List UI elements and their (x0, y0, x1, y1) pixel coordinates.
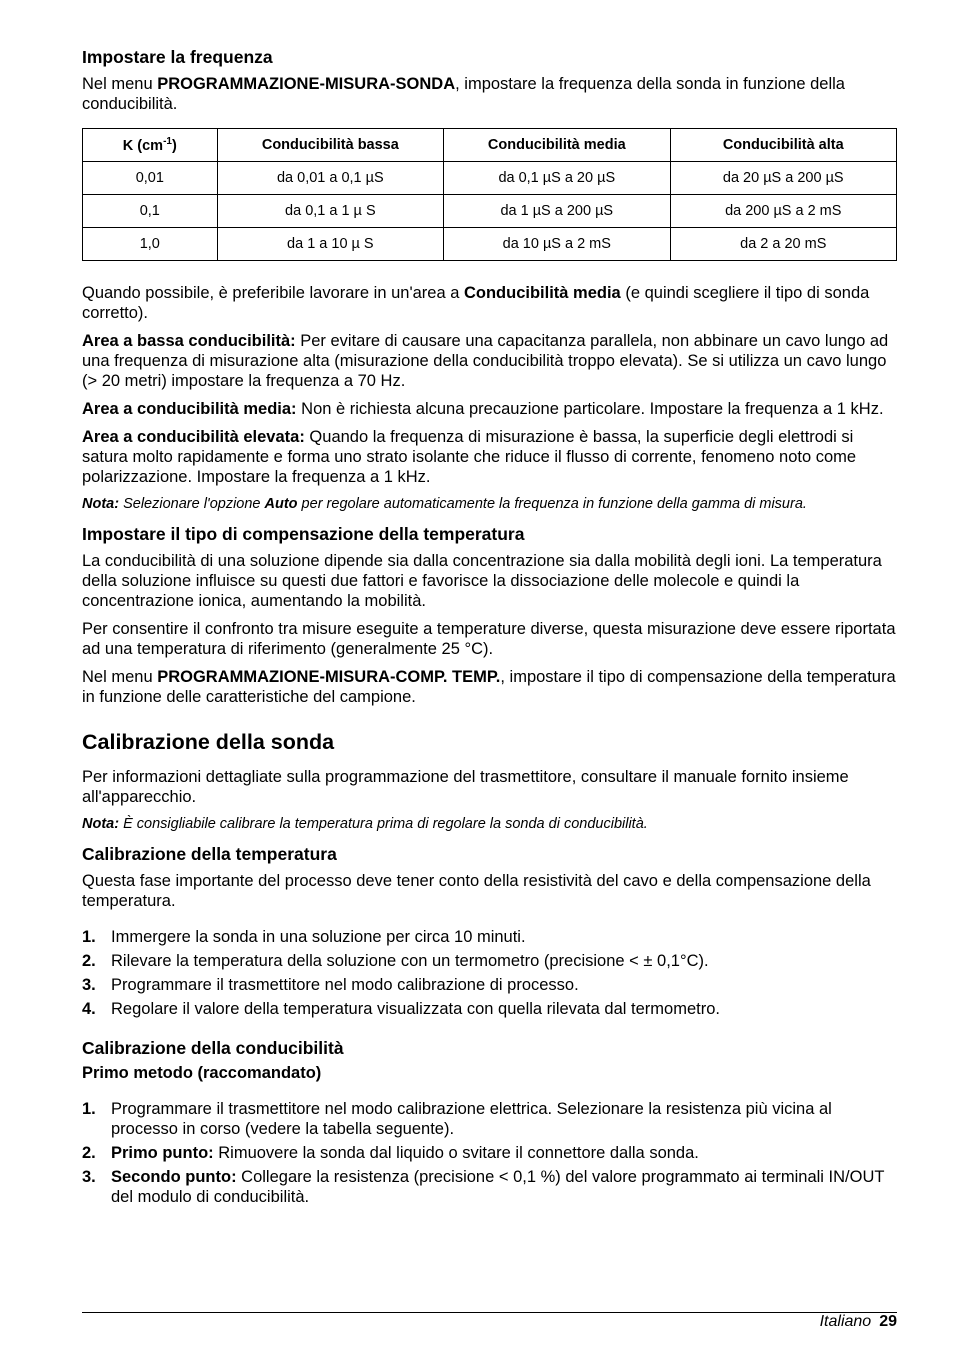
section-title-calibrazione-conducibilita: Calibrazione della conducibilità (82, 1038, 344, 1058)
table-header-row (83, 129, 897, 162)
table-cell: da 10 µS a 2 mS (444, 228, 670, 261)
table-cell: 1,0 (83, 228, 218, 261)
footer-language: Italiano (819, 1313, 872, 1330)
paragraph-menu-sonda: Nel menu PROGRAMMAZIONE-MISURA-SONDA, impostare la frequenza della sonda in funzione della conducibilità. (82, 75, 845, 113)
paragraph-area-media: Area a conducibilità media: Non è richiesta alcuna precauzione particolare. Impostare la frequenza a 1 kHz. (82, 400, 884, 418)
note-auto: Nota: Selezionare l'opzione Auto per regolare automaticamente la frequenza in funzione della gamma di misura. (82, 496, 807, 512)
table-cell: da 20 µS a 200 µS (670, 162, 896, 195)
footer-divider (82, 1312, 897, 1313)
table-cell: da 1 µS a 200 µS (444, 195, 670, 228)
paragraph-temperatura-riferimento: Per consentire il confronto tra misure eseguite a temperature diverse, questa misurazione deve essere riportata ad una temperatura di riferimento (generalmente 25 °C). (82, 620, 896, 658)
steps-list-conducibilita (82, 1099, 897, 1207)
table-cell: da 200 µS a 2 mS (670, 195, 896, 228)
list-item: 3. Secondo punto: Collegare la resistenza (precisione < 0,1 %) del valore programmato ai terminali IN/OUT del modulo di conducibilità. (82, 1168, 885, 1206)
section-title-calibrazione-sonda: Calibrazione della sonda (82, 730, 335, 754)
section-title-frequenza: Impostare la frequenza (82, 47, 273, 67)
list-item: 1. Programmare il trasmettitore nel modo calibrazione elettrica. Selezionare la resistenza più vicina al processo in corso (vedere la tabella seguente). (82, 1100, 832, 1138)
table-cell: da 0,1 µS a 20 µS (444, 162, 670, 195)
table-row (83, 162, 897, 195)
paragraph-conducibilita-soluzione: La conducibilità di una soluzione dipende sia dalla concentrazione sia dalla mobilità degli ioni. La temperatura della soluzione influisce su questi due fattori e favorisce la dissociazione delle molecole e quindi la concentrazione ionica, aumentando la mobilità. (82, 552, 882, 610)
paragraph-manuale: Per informazioni dettagliate sulla programmazione del trasmettitore, consultare il manuale fornito insieme all'apparecchio. (82, 768, 849, 806)
steps-list-temperatura (82, 927, 897, 1019)
table-row (83, 228, 897, 261)
document-page (82, 46, 897, 1219)
paragraph-resistivita: Questa fase importante del processo deve tener conto della resistività del cavo e della compensazione della temperatura. (82, 872, 871, 910)
table-cell: da 2 a 20 mS (670, 228, 896, 261)
subtitle-primo-metodo: Primo metodo (raccomandato) (82, 1064, 322, 1082)
table-cell: 0,1 (83, 195, 218, 228)
page-number: 29 (879, 1313, 897, 1330)
paragraph-area-bassa: Area a bassa conducibilità: Per evitare di causare una capacitanza parallela, non abbinare un cavo lungo ad una frequenza di misurazione alta (misurazione della conducibilità troppo elevata). Se si utilizza un cavo lungo (> 20 metri) impostare la frequenza a 70 Hz. (82, 332, 889, 390)
list-item: 3. Programmare il trasmettitore nel modo calibrazione di processo. (82, 976, 579, 994)
section-title-compensazione: Impostare il tipo di compensazione della temperatura (82, 524, 525, 544)
list-item: 4. Regolare il valore della temperatura visualizzata con quella rilevata dal termometro. (82, 1000, 720, 1018)
table-header: Conducibilità bassa (217, 129, 443, 162)
list-item: 2. Primo punto: Rimuovere la sonda dal liquido o svitare il connettore dalla sonda. (82, 1144, 699, 1162)
table-cell: da 1 a 10 µ S (217, 228, 443, 261)
list-item: 2. Rilevare la temperatura della soluzione con un termometro (precisione < ± 0,1°C). (82, 952, 709, 970)
table-header-k: K $(cm^{-1})$ (83, 129, 218, 162)
table-cell: da 0,1 a 1 µ S (217, 195, 443, 228)
paragraph-area-elevata: Area a conducibilità elevata: Quando la frequenza di misurazione è bassa, la superficie degli elettrodi si satura molto rapidamente e forma uno strato isolante che riduce il flusso di corrente, fenomeno noto come polarizzazione. Impostare la frequenza a 1 kHz. (82, 428, 857, 486)
section-title-calibrazione-temperatura: Calibrazione della temperatura (82, 844, 337, 864)
table-header: Conducibilità media (444, 129, 670, 162)
table-row (83, 195, 897, 228)
note-calibrazione: Nota: È consigliabile calibrare la temperatura prima di regolare la sonda di conducibilità. (82, 816, 648, 832)
paragraph-menu-comp-temp: Nel menu PROGRAMMAZIONE-MISURA-COMP. TEMP., impostare il tipo di compensazione della temperatura in funzione delle caratteristiche del campione. (82, 668, 896, 706)
list-item: 1. Immergere la sonda in una soluzione per circa 10 minuti. (82, 928, 526, 946)
page-footer (820, 1312, 897, 1332)
paragraph-conducibilita-media: Quando possibile, è preferibile lavorare in un'area a Conducibilità media (e quindi scegliere il tipo di sonda corretto). (82, 284, 870, 322)
table-header: Conducibilità alta (670, 129, 896, 162)
table-cell: da 0,01 a 0,1 µS (217, 162, 443, 195)
table-cell: 0,01 (83, 162, 218, 195)
frequency-table (82, 128, 897, 261)
